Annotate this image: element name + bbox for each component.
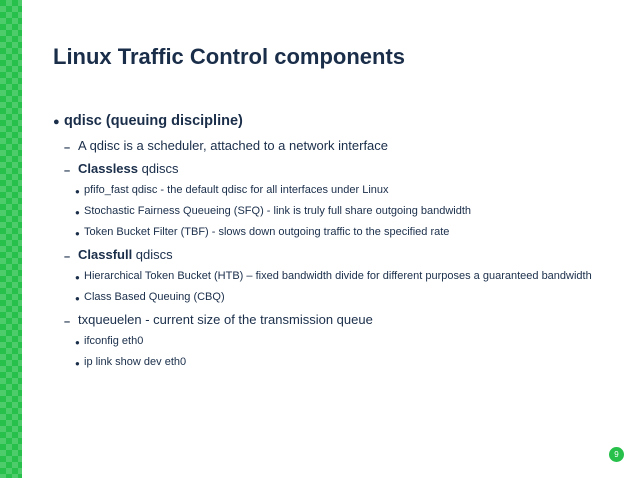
bullet-classfull [53,246,613,264]
bullet-dot-icon: ● [75,229,80,238]
bullet-dash-icon: – [64,316,71,328]
list-item [53,183,613,198]
bullet-dot-icon: ● [75,294,80,303]
bullet-bold-text: Classless [78,161,138,176]
bullet-text: ip link show dev eth0 [84,356,187,368]
bullet-dash-icon: – [64,142,71,154]
bullet-dot-icon: ● [75,187,80,196]
bullet-text: pfifo_fast qdisc - the default qdisc for all interfaces under Linux [84,184,389,196]
list-item [53,225,613,240]
bullet-qdisc-desc [53,137,613,155]
bullet-bold-text: Classfull [78,247,133,262]
bullet-text: txqueuelen - current size of the transmission queue [78,312,373,327]
bullet-text: qdiscs [132,247,173,262]
left-accent-stripe [0,0,22,478]
list-item [53,290,613,305]
bullet-qdisc [53,111,613,131]
list-item [53,204,613,219]
bullet-dash-icon: – [64,251,71,263]
bullet-text: Token Bucket Filter (TBF) - slows down outgoing traffic to the specified rate [84,226,450,238]
bullet-classless [53,160,613,178]
slide-title: Linux Traffic Control components [53,44,406,69]
list-item [53,269,613,284]
bullet-dot-icon: ● [75,359,80,368]
bullet-dot-icon: ● [53,116,60,128]
page-number-badge: 9 [609,447,624,462]
bullet-text: Stochastic Fairness Queueing (SFQ) - link is truly full share outgoing bandwidth [84,205,472,217]
bullet-text: A qdisc is a scheduler, attached to a network interface [78,138,389,153]
list-item [53,334,613,349]
bullet-dot-icon: ● [75,208,80,217]
bullet-text: Class Based Queuing (CBQ) [84,291,225,303]
bullet-text: ifconfig eth0 [84,335,144,347]
bullet-dot-icon: ● [75,338,80,347]
bullet-dash-icon: – [64,165,71,177]
list-item [53,355,613,370]
bullet-dot-icon: ● [75,273,80,282]
slide-content [53,111,613,376]
bullet-text: Hierarchical Token Bucket (HTB) – fixed bandwidth divide for different purposes a guaranteed bandwidth [84,270,592,282]
bullet-text: qdiscs [138,161,179,176]
bullet-text: qdisc (queuing discipline) [64,113,243,129]
bullet-txqueuelen [53,311,613,329]
